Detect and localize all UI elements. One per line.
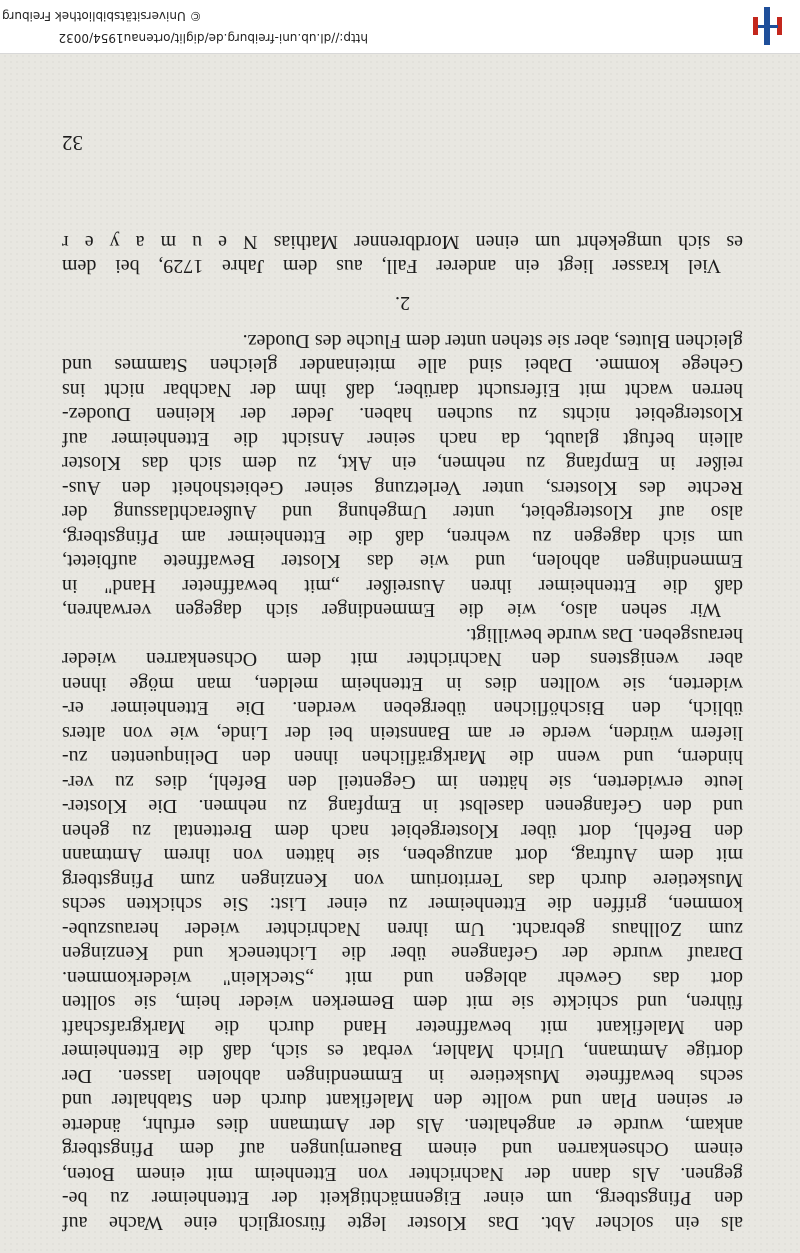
text-line: als ein solcher Abt. Das Kloster legte fürsorglich eine Wache auf bbox=[62, 1212, 743, 1234]
text-line: also auf Klostergebiet, unter Umgehung und Außerachtlassung der bbox=[62, 501, 743, 524]
text-line: reißer in Empfang zu nehmen, ein Akt, zu dem sich das Kloster bbox=[62, 452, 743, 475]
text-line: Musketiere durch das Territorium von Kenzingen zum Pfingstberg bbox=[62, 869, 743, 891]
paragraph-2 bbox=[62, 329, 743, 623]
library-credit-bar bbox=[0, 0, 800, 54]
paragraph-3 bbox=[62, 230, 743, 279]
source-url-link[interactable]: http://dl.ub.uni-freiburg.de/diglit/ortenau1954/0032 bbox=[58, 31, 368, 45]
copyright-credit: © Universitätsbibliothek Freiburg bbox=[2, 9, 202, 23]
text-line: einem Ochsenkarren und einem Bauernjungen auf dem Pfingstberg bbox=[62, 1138, 743, 1161]
page-body bbox=[62, 230, 743, 1236]
text-line: Gehege komme. Dabei sind alle miteinander gleichen Stammes und bbox=[62, 354, 743, 377]
text-line: üblich, den Bischöflichen übergeben werden. Die Ettenheimer er- bbox=[62, 697, 743, 720]
text-line: führen, und schickte sie mit dem Bemerken wieder heim, sie sollten bbox=[62, 991, 743, 1014]
logo-blue-bar bbox=[764, 7, 770, 45]
text-line: dortige Amtmann, Ulrich Mahler, verbat es sich, daß die Ettenheimer bbox=[62, 1040, 743, 1063]
text-line: sechs bewaffnete Musketiere in Emmendingen abholen lassen. Der bbox=[62, 1065, 743, 1087]
text-line: Darauf wurde der Gefangene über die Lichteneck und Kenzingen bbox=[62, 942, 743, 965]
text-line: und den Gefangenen daselbst in Empfang zu nehmen. Die Kloster- bbox=[62, 795, 743, 818]
section-heading: 2. bbox=[395, 292, 410, 315]
university-library-logo bbox=[748, 7, 788, 45]
scanned-page bbox=[0, 54, 800, 1253]
text-line: herren wacht mit Eifersucht darüber, daß ihm der Nachbar nicht ins bbox=[62, 379, 743, 401]
text-line: herausgeben. Das wurde bewilligt. bbox=[465, 624, 743, 646]
text-line: gegnen. Als dann der Nachrichter von Ettenheim mit einem Boten, bbox=[62, 1163, 743, 1185]
text-line: den Pfingstberg, um einer Eigenmächtigkeit der Ettenheimer zu be- bbox=[62, 1187, 743, 1210]
text-line: Klostergebiet nichts zu suchen haben. Jeder der kleinen Duodez- bbox=[62, 403, 743, 426]
paragraph-1 bbox=[62, 623, 743, 1236]
text-line: Viel krasser liegt ein anderer Fall, aus dem Jahre 1729, bei dem bbox=[62, 255, 721, 278]
text-line: Rechte des Klosters, unter Verletzung seiner Gebietshoheit den Aus- bbox=[62, 477, 743, 499]
logo-red-bar-right bbox=[753, 17, 758, 35]
text-line: den Malefikant mit bewaffneter Hand durch die Markgrafschaft bbox=[62, 1016, 743, 1038]
text-line: allein befugt glaubt, da nach seiner Ansicht die Ettenheimer auf bbox=[62, 428, 743, 450]
text-line: leute erwiderten, sie hätten im Gegenteil den Befehl, dies zu ver- bbox=[62, 771, 743, 793]
text-line: mit dem Auftrag, dort anzugeben, sie hätten von ihrem Amtmann bbox=[62, 844, 743, 867]
text-line: dort das Gewehr ablegen und mit „Stecklein" wiederkommen. bbox=[62, 967, 743, 989]
text-line: hindern, und wenn die Markgräflichen ihnen den Delinquenten zu- bbox=[62, 746, 743, 769]
text-line: widerten, sie wollten dies in Ettenheim melden, man möge ihnen bbox=[62, 673, 743, 695]
text-line: den Befehl, dort über Klostergebiet nach dem Brettental zu gehen bbox=[62, 820, 743, 842]
text-line: er seinen Plan und wollte den Malefikant durch den Stabhalter und bbox=[62, 1089, 743, 1112]
text-line: um sich dagegen zu wehren, daß die Ettenheimer am Pfingstberg, bbox=[62, 526, 743, 548]
text-line: zum Zollhaus gebracht. Um ihren Nachrichter wieder herauszube- bbox=[62, 918, 743, 940]
text-line: kommen, griffen die Ettenheimer zu einer List: Sie schickten sechs bbox=[62, 893, 743, 916]
text-line: gleichen Blutes, aber sie stehen unter dem Fluche des Duodez. bbox=[242, 330, 743, 352]
text-line: daß die Ettenheimer ihren Ausreißer „mit bewaffneter Hand" in bbox=[62, 575, 743, 597]
text-line: es sich umgekehrt um einen Mordbrenner Mathias N e u m a y e r bbox=[62, 231, 743, 253]
text-line: liefern würden, werde er am Bannstein bei der Linde, wie von alters bbox=[62, 722, 743, 744]
text-line: ankam, wurde er angehalten. Als der Amtmann dies erfuhr, änderte bbox=[62, 1114, 743, 1136]
text-line: aber wenigstens den Nachrichter mit dem Ochsenkarren wieder bbox=[62, 648, 743, 671]
page-number: 32 bbox=[62, 131, 83, 155]
text-line: Wir sehen also, wie die Emmendinger sich dagegen verwahren, bbox=[62, 599, 721, 622]
text-line: Emmendingen abholen, und wie das Kloster Bewaffnete aufbietet, bbox=[62, 550, 743, 573]
